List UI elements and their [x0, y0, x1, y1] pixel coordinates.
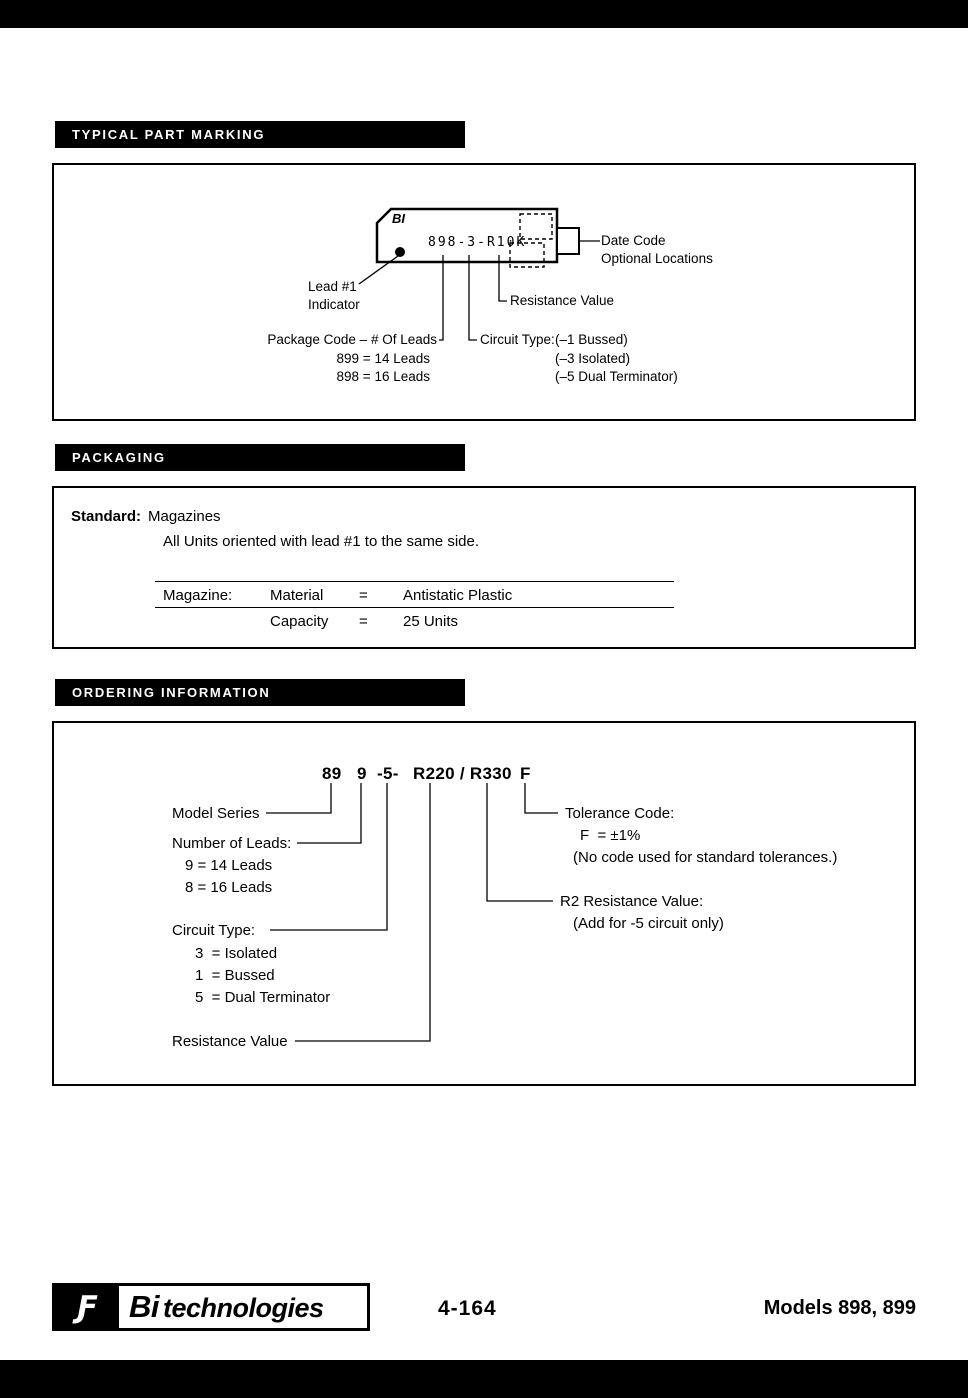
section-header-part-marking: [55, 121, 465, 148]
top-black-bar: [0, 0, 968, 28]
tolerance-code-label: Tolerance Code:: [565, 805, 675, 822]
model-series-connector-line: [266, 783, 331, 813]
order-code-tolerance: F: [520, 764, 531, 783]
bi-logo-bi: Bi: [129, 1289, 159, 1324]
standard-value: Magazines: [148, 508, 221, 525]
capacity-equals: =: [359, 613, 368, 630]
circuit-type-connector-line: [270, 783, 387, 930]
date-code-tab: [557, 228, 579, 254]
order-code-circuit: -5-: [377, 764, 399, 783]
ordering-box: [52, 721, 916, 1086]
section-header-ordering: [55, 679, 465, 706]
circuit-type-isolated: (–3 Isolated): [555, 351, 631, 366]
circuit-type-label: Circuit Type:: [480, 332, 555, 347]
bi-logo-mark-icon: [55, 1286, 119, 1328]
material-value: Antistatic Plastic: [403, 587, 513, 604]
num-leads-option-9: 9 = 14 Leads: [185, 857, 273, 874]
bi-logo-text: [119, 1289, 324, 1325]
package-code-899: 899 = 14 Leads: [336, 351, 430, 366]
magazine-label: Magazine:: [163, 587, 233, 604]
section-title-packaging: PACKAGING: [72, 450, 166, 465]
circuit-option-bussed: 1 = Bussed: [195, 967, 275, 984]
standard-label: Standard:: [71, 508, 142, 525]
capacity-value: 25 Units: [403, 613, 459, 630]
resistance-value-label: Resistance Value: [172, 1033, 288, 1050]
num-leads-option-8: 8 = 16 Leads: [185, 879, 273, 896]
lead1-label-line1: Lead #1: [308, 279, 357, 294]
capacity-label: Capacity: [270, 613, 329, 630]
lead1-label-line2: Indicator: [308, 297, 360, 312]
order-code-resistance: R220 / R330: [413, 764, 512, 783]
tolerance-code-note: (No code used for standard tolerances.): [573, 849, 838, 866]
circuit-type-label: Circuit Type:: [172, 922, 256, 939]
date-code-label-line1: Date Code: [601, 233, 666, 248]
package-code-connector-line: [439, 255, 443, 340]
tolerance-connector-line: [525, 783, 558, 813]
table-rule-middle: [155, 607, 674, 608]
bi-technologies-logo: [52, 1283, 370, 1331]
package-code-label: Package Code – # Of Leads: [267, 332, 437, 347]
package-code-898: 898 = 16 Leads: [336, 369, 430, 384]
chip-marking-code: 898-3-R10K: [428, 235, 527, 250]
packaging-box: [52, 486, 916, 649]
bi-logo-glyph: Ƒ: [76, 1289, 98, 1325]
section-title-ordering: ORDERING INFORMATION: [72, 685, 271, 700]
circuit-option-isolated: 3 = Isolated: [195, 945, 278, 962]
model-series-label: Model Series: [172, 805, 260, 822]
r2-resistance-label: R2 Resistance Value:: [560, 893, 704, 910]
table-rule-top: [155, 581, 674, 582]
circuit-option-dual-terminator: 5 = Dual Terminator: [195, 989, 331, 1006]
part-marking-diagram: [54, 165, 913, 418]
section-title-part-marking: TYPICAL PART MARKING: [72, 127, 266, 142]
page-number: 4-164: [438, 1297, 497, 1320]
circuit-type-dual-terminator: (–5 Dual Terminator): [555, 369, 678, 384]
material-equals: =: [359, 587, 368, 604]
bottom-black-bar: [0, 1360, 968, 1398]
r2-connector-line: [487, 783, 553, 901]
orientation-note: All Units oriented with lead #1 to the same side.: [163, 533, 480, 550]
date-code-label-line2: Optional Locations: [601, 251, 713, 266]
chip-logo: BI: [392, 211, 405, 226]
section-header-packaging: [55, 444, 465, 471]
part-marking-box: [52, 163, 916, 421]
circuit-type-bussed: (–1 Bussed): [555, 332, 628, 347]
resistance-value-label: Resistance Value: [510, 293, 615, 308]
r2-resistance-note: (Add for -5 circuit only): [573, 915, 724, 932]
bi-logo-technologies: technologies: [163, 1293, 324, 1323]
tolerance-code-value: F = ±1%: [580, 827, 641, 844]
material-label: Material: [270, 587, 324, 604]
num-leads-label: Number of Leads:: [172, 835, 292, 852]
order-code-model: 89: [322, 764, 342, 783]
circuit-type-connector-line: [469, 255, 477, 340]
lead1-indicator-dot: [395, 247, 405, 257]
models-label: Models 898, 899: [763, 1297, 916, 1319]
order-code-leads: 9: [357, 764, 367, 783]
